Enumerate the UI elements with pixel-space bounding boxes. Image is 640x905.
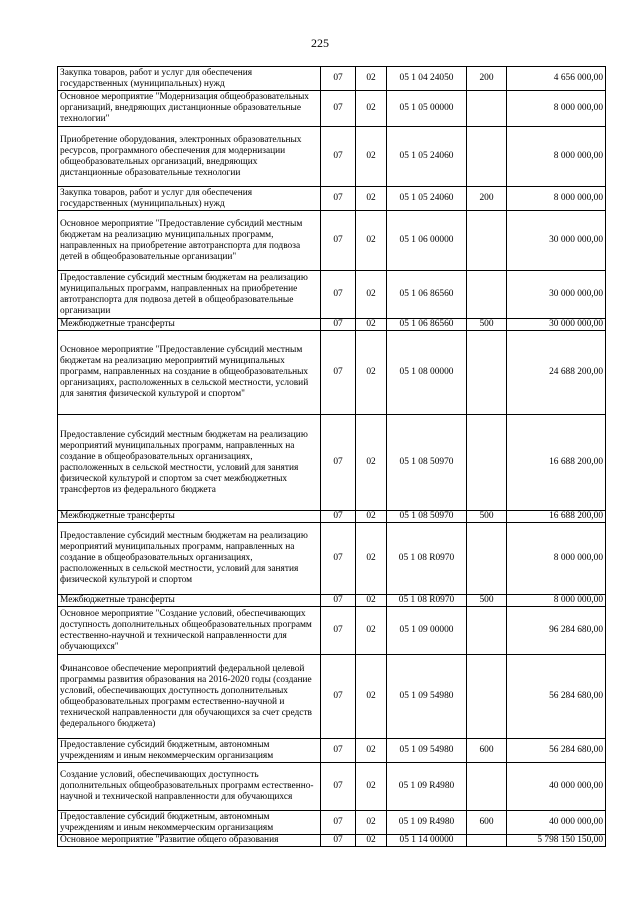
amount: 56 284 680,00 <box>507 655 606 739</box>
subsection-code: 02 <box>356 187 387 211</box>
table-row <box>58 607 606 655</box>
section-code: 07 <box>321 91 356 127</box>
table-row <box>58 415 606 511</box>
expense-type-code <box>467 835 507 847</box>
section-code: 07 <box>321 211 356 271</box>
section-code: 07 <box>321 331 356 415</box>
target-article-code: 05 1 06 86560 <box>387 271 467 319</box>
row-name: Основное мероприятие "Модернизация общеобразовательных организаций, внедряющих дистанционные образовательные технологии" <box>58 91 321 127</box>
target-article-code: 05 1 04 24050 <box>387 67 467 91</box>
expense-type-code <box>467 415 507 511</box>
amount: 5 798 150 150,00 <box>507 835 606 847</box>
target-article-code: 05 1 05 00000 <box>387 91 467 127</box>
amount: 40 000 000,00 <box>507 763 606 811</box>
target-article-code: 05 1 14 00000 <box>387 835 467 847</box>
subsection-code: 02 <box>356 127 387 187</box>
row-name: Приобретение оборудования, электронных образовательных ресурсов, программного обеспечения для модернизации общеобразовательных организаций, внедряющих дистанционные образовательные технологии <box>58 127 321 187</box>
amount: 16 688 200,00 <box>507 415 606 511</box>
expense-type-code: 200 <box>467 187 507 211</box>
expense-type-code <box>467 211 507 271</box>
section-code: 07 <box>321 655 356 739</box>
budget-table-body <box>58 67 606 847</box>
subsection-code: 02 <box>356 595 387 607</box>
table-row <box>58 511 606 523</box>
target-article-code: 05 1 05 24060 <box>387 187 467 211</box>
target-article-code: 05 1 08 00000 <box>387 331 467 415</box>
section-code: 07 <box>321 271 356 319</box>
table-row <box>58 211 606 271</box>
subsection-code: 02 <box>356 511 387 523</box>
subsection-code: 02 <box>356 523 387 595</box>
subsection-code: 02 <box>356 271 387 319</box>
target-article-code: 05 1 09 54980 <box>387 655 467 739</box>
target-article-code: 05 1 09 R4980 <box>387 763 467 811</box>
target-article-code: 05 1 08 R0970 <box>387 595 467 607</box>
table-row <box>58 811 606 835</box>
row-name: Создание условий, обеспечивающих доступность дополнительных общеобразовательных программ естественно-научной и технической направленности для обучающихся <box>58 763 321 811</box>
subsection-code: 02 <box>356 763 387 811</box>
section-code: 07 <box>321 595 356 607</box>
table-row <box>58 523 606 595</box>
table-row <box>58 739 606 763</box>
table-row <box>58 763 606 811</box>
expense-type-code <box>467 91 507 127</box>
table-row <box>58 835 606 847</box>
amount: 4 656 000,00 <box>507 67 606 91</box>
row-name: Предоставление субсидий местным бюджетам на реализацию мероприятий муниципальных программ, направленных на создание в общеобразовательных организациях, расположенных в сельской местности, условий для занятия физической культурой и спортом за счет межбюджетных трансфертов из федерального бюджета <box>58 415 321 511</box>
target-article-code: 05 1 09 54980 <box>387 739 467 763</box>
row-name: Межбюджетные трансферты <box>58 511 321 523</box>
section-code: 07 <box>321 739 356 763</box>
expense-type-code: 500 <box>467 511 507 523</box>
subsection-code: 02 <box>356 331 387 415</box>
row-name: Основное мероприятие "Предоставление субсидий местным бюджетам на реализацию муниципальных программ, направленных на приобретение автотранспорта для подвоза детей в общеобразовательные организации" <box>58 211 321 271</box>
section-code: 07 <box>321 127 356 187</box>
section-code: 07 <box>321 811 356 835</box>
section-code: 07 <box>321 415 356 511</box>
target-article-code: 05 1 08 R0970 <box>387 523 467 595</box>
subsection-code: 02 <box>356 211 387 271</box>
amount: 24 688 200,00 <box>507 331 606 415</box>
expense-type-code <box>467 655 507 739</box>
expense-type-code <box>467 523 507 595</box>
row-name: Межбюджетные трансферты <box>58 595 321 607</box>
table-row <box>58 655 606 739</box>
row-name: Финансовое обеспечение мероприятий федеральной целевой программы развития образования на 2016-2020 годы (создание условий, обеспечивающих доступность дополнительных общеобразовательных программ естественно-научной и технической направленности для обучающихся за счет средств федерального бюджета) <box>58 655 321 739</box>
subsection-code: 02 <box>356 739 387 763</box>
table-row <box>58 319 606 331</box>
expense-type-code <box>467 271 507 319</box>
amount: 8 000 000,00 <box>507 187 606 211</box>
page-number: 225 <box>311 36 329 50</box>
expense-type-code <box>467 763 507 811</box>
row-name: Основное мероприятие "Создание условий, обеспечивающих доступность дополнительных общеобразовательных программ естественно-научной и технической направленности для обучающихся" <box>58 607 321 655</box>
row-name: Предоставление субсидий бюджетным, автономным учреждениям и иным некоммерческим организациям <box>58 811 321 835</box>
expense-type-code: 600 <box>467 739 507 763</box>
row-name: Предоставление субсидий местным бюджетам на реализацию мероприятий муниципальных программ, направленных на создание в общеобразовательных организациях, расположенных в сельской местности, условий для занятия физической культурой и спортом <box>58 523 321 595</box>
table-row <box>58 91 606 127</box>
row-name: Закупка товаров, работ и услуг для обеспечения государственных (муниципальных) нужд <box>58 187 321 211</box>
subsection-code: 02 <box>356 67 387 91</box>
row-name: Основное мероприятие "Развитие общего образования <box>58 835 321 847</box>
expense-type-code: 600 <box>467 811 507 835</box>
table-row <box>58 331 606 415</box>
expense-type-code <box>467 607 507 655</box>
section-code: 07 <box>321 607 356 655</box>
table-row <box>58 271 606 319</box>
section-code: 07 <box>321 763 356 811</box>
amount: 8 000 000,00 <box>507 595 606 607</box>
table-row <box>58 595 606 607</box>
section-code: 07 <box>321 511 356 523</box>
subsection-code: 02 <box>356 835 387 847</box>
amount: 96 284 680,00 <box>507 607 606 655</box>
expense-type-code: 200 <box>467 67 507 91</box>
amount: 40 000 000,00 <box>507 811 606 835</box>
target-article-code: 05 1 06 00000 <box>387 211 467 271</box>
section-code: 07 <box>321 835 356 847</box>
amount: 56 284 680,00 <box>507 739 606 763</box>
row-name: Закупка товаров, работ и услуг для обеспечения государственных (муниципальных) нужд <box>58 67 321 91</box>
subsection-code: 02 <box>356 811 387 835</box>
table-row <box>58 127 606 187</box>
expense-type-code: 500 <box>467 319 507 331</box>
subsection-code: 02 <box>356 607 387 655</box>
subsection-code: 02 <box>356 91 387 127</box>
expense-type-code: 500 <box>467 595 507 607</box>
table-row <box>58 187 606 211</box>
section-code: 07 <box>321 67 356 91</box>
target-article-code: 05 1 09 00000 <box>387 607 467 655</box>
amount: 30 000 000,00 <box>507 271 606 319</box>
amount: 8 000 000,00 <box>507 523 606 595</box>
target-article-code: 05 1 09 R4980 <box>387 811 467 835</box>
row-name: Предоставление субсидий местным бюджетам на реализацию муниципальных программ, направленных на приобретение автотранспорта для подвоза детей в общеобразовательные организации <box>58 271 321 319</box>
expense-type-code <box>467 127 507 187</box>
section-code: 07 <box>321 187 356 211</box>
amount: 30 000 000,00 <box>507 211 606 271</box>
target-article-code: 05 1 06 86560 <box>387 319 467 331</box>
amount: 30 000 000,00 <box>507 319 606 331</box>
row-name: Межбюджетные трансферты <box>58 319 321 331</box>
amount: 8 000 000,00 <box>507 91 606 127</box>
section-code: 07 <box>321 319 356 331</box>
amount: 8 000 000,00 <box>507 127 606 187</box>
budget-table <box>57 66 606 847</box>
target-article-code: 05 1 08 50970 <box>387 415 467 511</box>
subsection-code: 02 <box>356 415 387 511</box>
table-row <box>58 67 606 91</box>
target-article-code: 05 1 08 50970 <box>387 511 467 523</box>
section-code: 07 <box>321 523 356 595</box>
row-name: Предоставление субсидий бюджетным, автономным учреждениям и иным некоммерческим организациям <box>58 739 321 763</box>
subsection-code: 02 <box>356 319 387 331</box>
expense-type-code <box>467 331 507 415</box>
target-article-code: 05 1 05 24060 <box>387 127 467 187</box>
amount: 16 688 200,00 <box>507 511 606 523</box>
row-name: Основное мероприятие "Предоставление субсидий местным бюджетам на реализацию мероприятий муниципальных программ, направленных на создание в общеобразовательных организациях, расположенных в сельской местности, условий для занятия физической культурой и спортом" <box>58 331 321 415</box>
subsection-code: 02 <box>356 655 387 739</box>
